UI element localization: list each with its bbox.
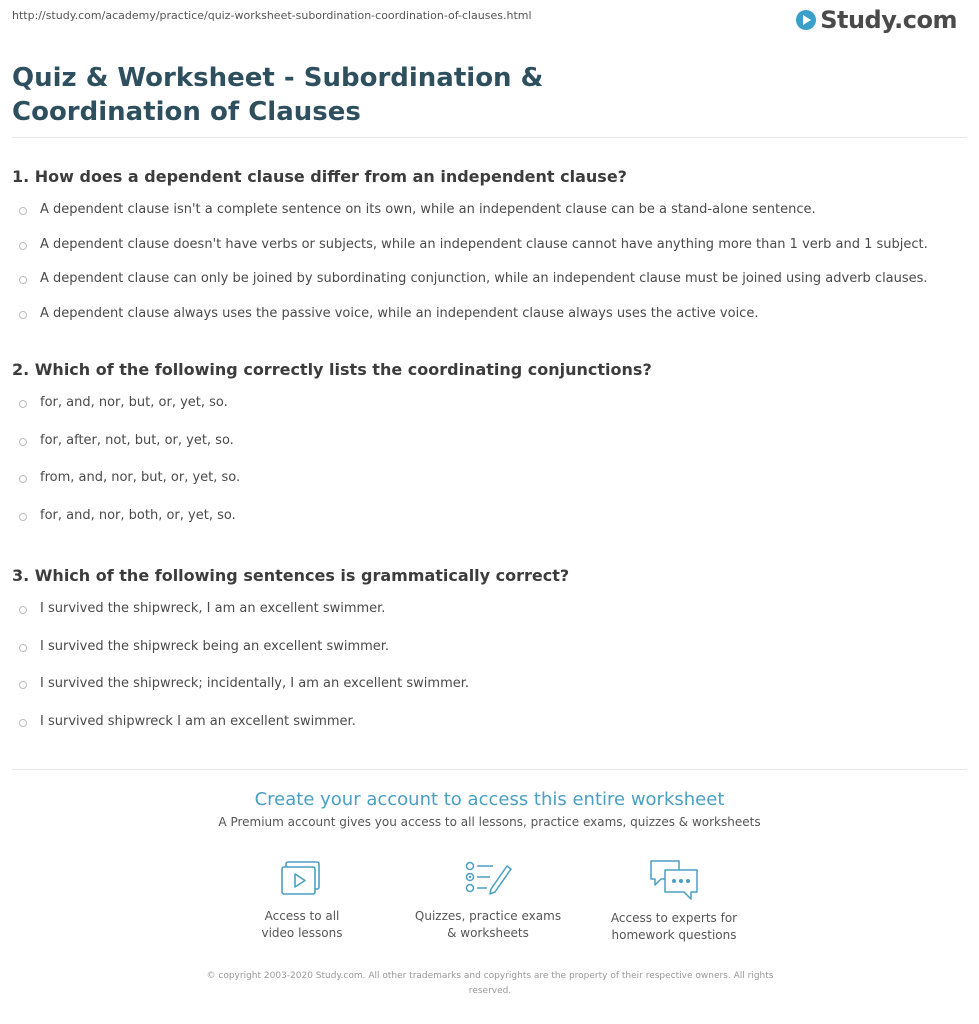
chat-bubbles-icon	[646, 858, 702, 902]
radio-button[interactable]	[19, 513, 27, 521]
question-text: 1. How does a dependent clause differ from an independent clause?	[12, 167, 627, 186]
page-title: Quiz & Worksheet - Subordination & Coordination of Clauses	[12, 63, 544, 127]
answer-label: A dependent clause always uses the passive voice, while an independent clause always uses the active voice.	[40, 305, 759, 321]
answer-option[interactable]	[12, 427, 967, 465]
page-url: http://study.com/academy/practice/quiz-worksheet-subordination-coordination-of-clauses.html	[12, 9, 532, 22]
radio-button[interactable]	[19, 311, 27, 319]
answer-label: for, after, not, but, or, yet, so.	[40, 432, 234, 448]
feature-experts	[584, 858, 764, 944]
answer-option[interactable]	[12, 265, 967, 300]
answer-label: A dependent clause doesn't have verbs or subjects, while an independent clause cannot have anything more than 1 verb and 1 subject.	[40, 236, 928, 252]
answer-option[interactable]	[12, 196, 967, 231]
radio-button[interactable]	[19, 475, 27, 483]
question-text: 3. Which of the following sentences is grammatically correct?	[12, 566, 570, 585]
question-3	[12, 566, 967, 746]
radio-button[interactable]	[19, 606, 27, 614]
answer-option[interactable]	[12, 670, 967, 708]
answer-option[interactable]	[12, 464, 967, 502]
radio-button[interactable]	[19, 644, 27, 652]
feature-video-lessons	[212, 858, 392, 942]
question-2	[12, 360, 967, 540]
answer-label: I survived the shipwreck being an excellent swimmer.	[40, 638, 390, 654]
answer-option[interactable]	[12, 300, 967, 335]
question-text: 2. Which of the following correctly lists the coordinating conjunctions?	[12, 360, 652, 379]
title-divider	[12, 137, 967, 138]
radio-button[interactable]	[19, 400, 27, 408]
answer-label: A dependent clause can only be joined by subordinating conjunction, while an independent clause must be joined using adverb clauses.	[40, 271, 928, 286]
radio-button[interactable]	[19, 681, 27, 689]
radio-button[interactable]	[19, 438, 27, 446]
answer-label: for, and, nor, but, or, yet, so.	[40, 395, 228, 410]
answer-option[interactable]	[12, 595, 967, 633]
copyright-footer: © copyright 2003-2020 Study.com. All other trademarks and copyrights are the property of their respective owners. All rights reserved.	[206, 971, 774, 996]
answer-option[interactable]	[12, 633, 967, 671]
feature-label: Access to experts for homework questions	[610, 911, 738, 942]
answer-label: A dependent clause isn't a complete sentence on its own, while an independent clause can be a stand-alone sentence.	[40, 202, 816, 217]
cta-subheading: A Premium account gives you access to all lessons, practice exams, quizzes & worksheets	[218, 815, 761, 829]
study-logo[interactable]	[795, 6, 957, 34]
answer-label: from, and, nor, but, or, yet, so.	[40, 470, 241, 486]
answer-label: for, and, nor, both, or, yet, so.	[40, 508, 236, 524]
answer-option[interactable]	[12, 502, 967, 540]
feature-quizzes	[398, 858, 578, 942]
feature-label: Quizzes, practice exams & worksheets	[414, 909, 562, 940]
feature-label: Access to all video lessons	[261, 909, 343, 940]
answer-option[interactable]	[12, 231, 967, 266]
answer-label: I survived the shipwreck, I am an excellent swimmer.	[40, 601, 386, 616]
answer-options	[12, 595, 967, 746]
cta-divider	[12, 769, 967, 770]
question-1	[12, 167, 967, 334]
radio-button[interactable]	[19, 207, 27, 215]
answer-label: I survived shipwreck I am an excellent swimmer.	[40, 714, 356, 730]
video-lessons-icon	[279, 858, 325, 900]
logo-text: Study.com	[820, 6, 957, 34]
answer-option[interactable]	[12, 708, 967, 746]
create-account-link[interactable]: Create your account to access this entire worksheet	[254, 789, 725, 810]
radio-button[interactable]	[19, 242, 27, 250]
answer-label: I survived the shipwreck; incidentally, I am an excellent swimmer.	[40, 676, 470, 692]
radio-button[interactable]	[19, 719, 27, 727]
radio-button[interactable]	[19, 276, 27, 284]
quiz-checklist-icon	[463, 858, 513, 900]
answer-option[interactable]	[12, 389, 967, 427]
answer-options	[12, 196, 967, 334]
answer-options	[12, 389, 967, 540]
play-circle-icon	[795, 9, 817, 31]
